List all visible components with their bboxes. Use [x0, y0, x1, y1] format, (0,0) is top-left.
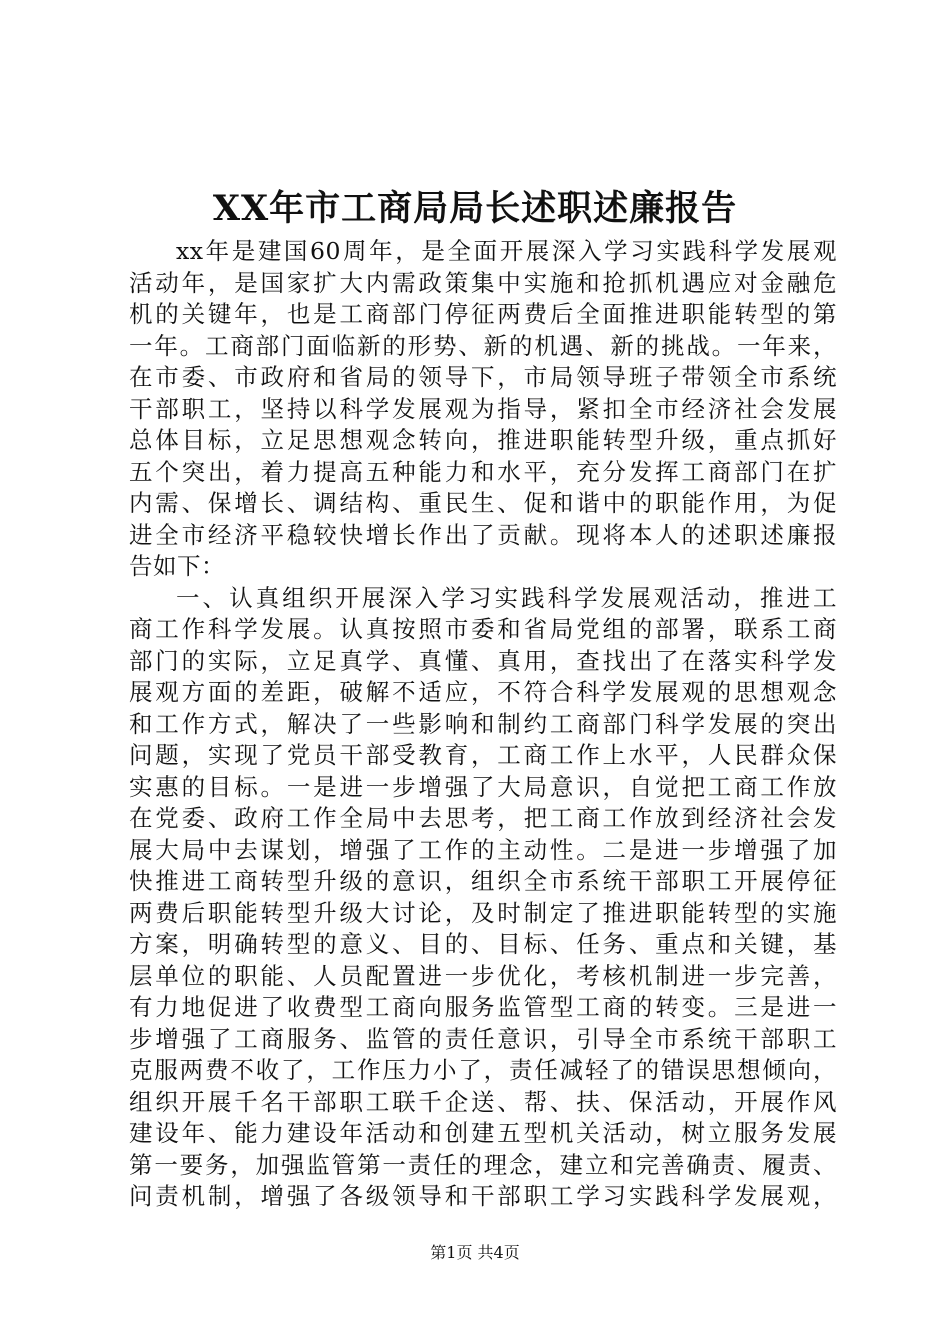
text-line: 总体目标，立足思想观念转向，推进职能转型升级，重点抓好 — [129, 426, 837, 454]
text-line: 层单位的职能、人员配置进一步优化，考核机制进一步完善， — [129, 961, 837, 990]
text-line: 步增强了工商服务、监管的责任意识，引导全市系统干部职工 — [129, 1024, 837, 1053]
paragraph — [129, 236, 837, 583]
text-line: 实惠的目标。一是进一步增强了大局意识，自觉把工商工作放 — [129, 772, 837, 801]
document-body — [129, 236, 837, 1213]
text-line: 在党委、政府工作全局中去思考，把工商工作放到经济社会发 — [129, 804, 837, 832]
text-line: 商工作科学发展。认真按照市委和省局党组的部署，联系工商 — [129, 615, 837, 643]
text-line: 组织开展千名干部职工联千企送、帮、扶、保活动，开展作风 — [129, 1087, 837, 1116]
text-line: 方案，明确转型的意义、目的、目标、任务、重点和关键，基 — [129, 930, 837, 958]
text-line: 快推进工商转型升级的意识，组织全市系统干部职工开展停征 — [129, 867, 837, 895]
text-line: 部门的实际，立足真学、真懂、真用，查找出了在落实科学发 — [129, 646, 837, 675]
text-line: 干部职工，坚持以科学发展观为指导，紧扣全市经济社会发展 — [129, 394, 837, 423]
text-line: 建设年、能力建设年活动和创建五型机关活动，树立服务发展 — [129, 1119, 837, 1147]
page-footer: 第1页 共4页 — [430, 1243, 520, 1262]
text-line: 在市委、市政府和省局的领导下，市局领导班子带领全市系统 — [129, 363, 837, 391]
text-line: 克服两费不收了，工作压力小了，责任减轻了的错误思想倾向， — [129, 1056, 837, 1084]
text-line: 机的关键年，也是工商部门停征两费后全面推进职能转型的第 — [129, 300, 837, 328]
text-line: 一、认真组织开展深入学习实践科学发展观活动，推进工 — [176, 583, 837, 612]
text-line: 展大局中去谋划，增强了工作的主动性。二是进一步增强了加 — [129, 835, 837, 864]
text-line: 五个突出，着力提高五种能力和水平，充分发挥工商部门在扩 — [129, 457, 837, 486]
text-line: 问题，实现了党员干部受教育，工商工作上水平，人民群众保 — [129, 741, 837, 769]
text-line: 两费后职能转型升级大讨论，及时制定了推进职能转型的实施 — [129, 898, 837, 927]
text-line: 活动年，是国家扩大内需政策集中实施和抢抓机遇应对金融危 — [129, 268, 837, 297]
text-line: 展观方面的差距，破解不适应，不符合科学发展观的思想观念 — [129, 678, 837, 706]
text-line: 一年。工商部门面临新的形势、新的机遇、新的挑战。一年来， — [129, 331, 837, 360]
text-line: 告如下： — [129, 552, 225, 580]
text-line: 进全市经济平稳较快增长作出了贡献。现将本人的述职述廉报 — [129, 520, 837, 549]
text-line: 内需、保增长、调结构、重民生、促和谐中的职能作用，为促 — [129, 489, 837, 517]
text-line: xx年是建国60周年，是全面开展深入学习实践科学发展观 — [176, 237, 837, 265]
document-title: XX年市工商局局长述职述廉报告 — [212, 188, 738, 229]
text-line: 和工作方式，解决了一些影响和制约工商部门科学发展的突出 — [129, 709, 837, 738]
text-line: 有力地促进了收费型工商向服务监管型工商的转变。三是进一 — [129, 993, 837, 1021]
paragraph — [129, 583, 837, 1213]
text-line: 问责机制，增强了各级领导和干部职工学习实践科学发展观， — [129, 1182, 837, 1210]
text-line: 第一要务，加强监管第一责任的理念，建立和完善确责、履责、 — [129, 1150, 837, 1179]
